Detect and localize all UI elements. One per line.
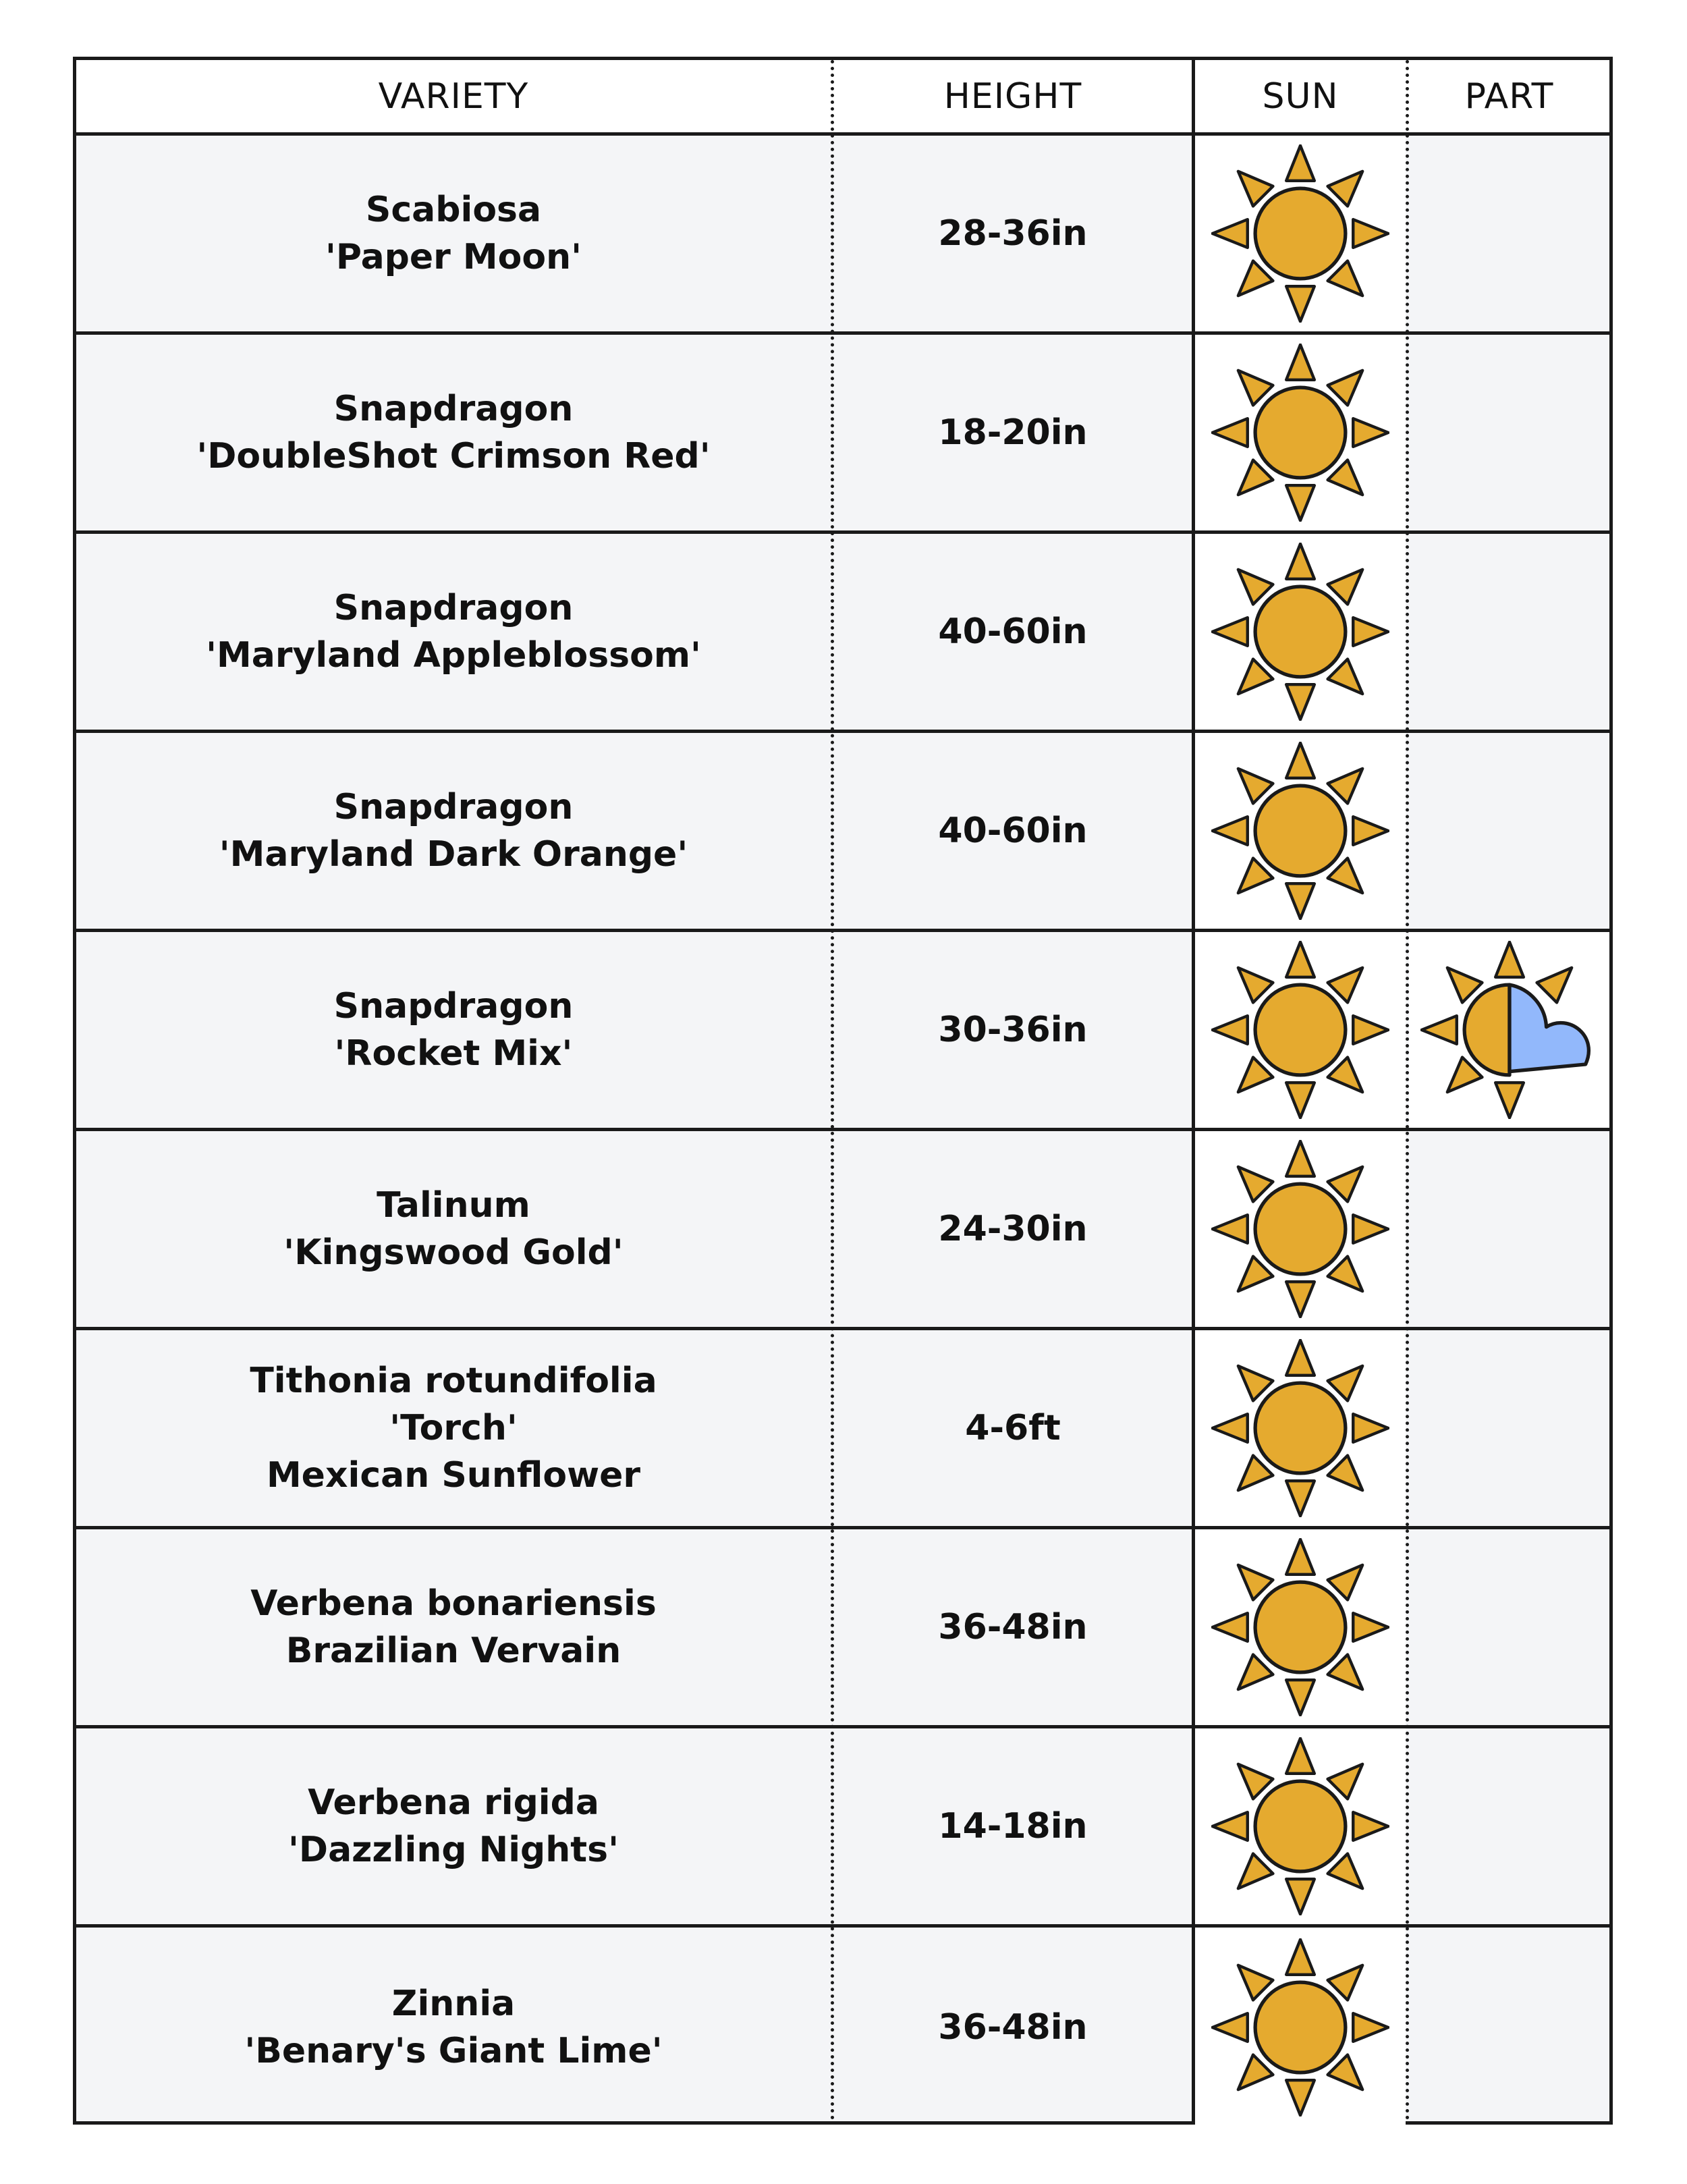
sun-cell: [1195, 1131, 1406, 1327]
variety-cell: [76, 335, 831, 530]
divider-sun-part: [1406, 60, 1409, 2121]
part-cell: [1409, 335, 1609, 530]
sun-icon: [1211, 742, 1389, 920]
table-row: [76, 932, 1609, 1131]
variety-line: 'Torch': [389, 1408, 518, 1448]
variety-line: Tithonia rotundifolia: [250, 1361, 657, 1401]
sun-cell: [1195, 1529, 1406, 1725]
height-cell: 40-60in: [938, 811, 1088, 851]
table-row: [76, 733, 1609, 932]
sun-cell: [1195, 1330, 1406, 1526]
header-height: HEIGHT: [943, 76, 1082, 117]
variety-cell: [76, 932, 831, 1128]
height-cell: 28-36in: [938, 213, 1088, 254]
height-cell: 30-36in: [938, 1010, 1088, 1050]
height-cell: 14-18in: [938, 1806, 1088, 1847]
divider-variety-height: [831, 60, 834, 2121]
part-cell: [1409, 1529, 1609, 1725]
variety-cell: [76, 136, 831, 331]
variety-line: 'Maryland Appleblossom': [206, 635, 701, 676]
variety-line: 'Paper Moon': [325, 237, 582, 277]
part-cell: [1409, 1131, 1609, 1327]
plant-table: [73, 57, 1613, 2125]
height-cell: 18-20in: [938, 412, 1088, 453]
variety-line: Snapdragon: [333, 787, 574, 827]
sun-cell: [1195, 932, 1406, 1128]
variety-cell: [76, 1928, 831, 2127]
variety-line: Snapdragon: [333, 986, 574, 1027]
variety-line: Verbena rigida: [308, 1782, 599, 1823]
variety-line: 'Dazzling Nights': [287, 1830, 619, 1870]
variety-cell: [76, 1131, 831, 1327]
variety-line: 'Benary's Giant Lime': [244, 2030, 663, 2071]
sun-cell: [1195, 136, 1406, 331]
variety-line: Snapdragon: [333, 389, 574, 429]
table-row: [76, 335, 1609, 534]
part-cell: [1409, 1928, 1609, 2127]
height-cell: 36-48in: [938, 1607, 1088, 1647]
variety-cell: [76, 733, 831, 929]
variety-line: 'Kingswood Gold': [283, 1232, 624, 1273]
sun-icon: [1211, 1140, 1389, 1318]
table-row: [76, 1131, 1609, 1330]
partial-sun-icon: [1420, 941, 1599, 1119]
variety-line: Talinum: [377, 1185, 530, 1226]
sun-icon: [1211, 1339, 1389, 1517]
variety-line: Brazilian Vervain: [285, 1631, 621, 1671]
part-cell: [1409, 1330, 1609, 1526]
height-cell: 40-60in: [938, 611, 1088, 652]
variety-line: Verbena bonariensis: [250, 1583, 657, 1624]
sun-icon: [1211, 941, 1389, 1119]
part-cell: [1409, 534, 1609, 730]
header-sun: SUN: [1262, 76, 1339, 117]
variety-line: 'Maryland Dark Orange': [219, 834, 688, 875]
table-row: [76, 1728, 1609, 1928]
header-part: PART: [1464, 76, 1554, 117]
table-row: [76, 1330, 1609, 1529]
sun-cell: [1195, 534, 1406, 730]
table-header: [76, 60, 1609, 136]
sun-cell: [1195, 335, 1406, 530]
sun-cell: [1195, 1928, 1406, 2127]
table-row: [76, 534, 1609, 733]
height-cell: 4-6ft: [965, 1408, 1061, 1448]
part-cell: [1409, 733, 1609, 929]
part-cell: [1409, 932, 1609, 1128]
variety-cell: [76, 1529, 831, 1725]
sun-icon: [1211, 1737, 1389, 1915]
sun-icon: [1211, 1938, 1389, 2117]
table-row: [76, 1928, 1609, 2127]
variety-line: 'Rocket Mix': [334, 1033, 573, 1074]
height-cell: 24-30in: [938, 1209, 1088, 1249]
sun-icon: [1211, 344, 1389, 522]
height-cell: 36-48in: [938, 2006, 1088, 2048]
variety-cell: [76, 1728, 831, 1924]
divider-height-sun: [1192, 60, 1195, 2121]
variety-cell: [76, 534, 831, 730]
table-row: [76, 136, 1609, 335]
variety-line: Scabiosa: [365, 190, 542, 230]
variety-line: Snapdragon: [333, 588, 574, 628]
sun-cell: [1195, 1728, 1406, 1924]
header-variety: VARIETY: [378, 76, 529, 117]
part-cell: [1409, 136, 1609, 331]
table-row: [76, 1529, 1609, 1728]
variety-line: Zinnia: [391, 1983, 516, 2024]
variety-line: 'DoubleShot Crimson Red': [196, 436, 711, 476]
sun-cell: [1195, 733, 1406, 929]
variety-line: Mexican Sunflower: [266, 1455, 641, 1496]
sun-icon: [1211, 543, 1389, 721]
sun-icon: [1211, 144, 1389, 323]
part-cell: [1409, 1728, 1609, 1924]
variety-cell: [76, 1330, 831, 1526]
sun-icon: [1211, 1538, 1389, 1716]
